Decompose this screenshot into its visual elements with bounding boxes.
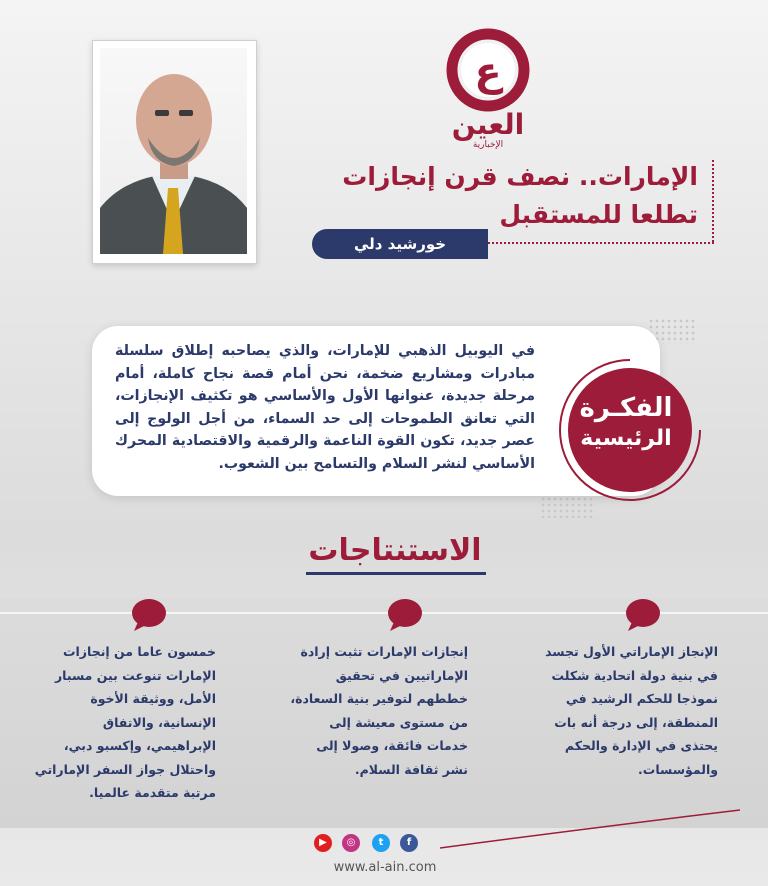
logo-letter: ع xyxy=(474,49,502,95)
conclusion-item-2: إنجازات الإمارات تثبت إرادة الإماراتيين في تحقيق خططهم لتوفير بنية السعادة، من مستوى معيشة إلى خدمات فائقة، وصولا إلى نشر ثقافة السلام. xyxy=(290,644,468,777)
main-idea-text: في اليوبيل الذهبي للإمارات، والذي يصاحبه إطلاق سلسلة مبادرات ومشاريع ضخمة، نحن أمام قصة نجاح كاملة، أمام مرحلة جديدة، عنوانها الأول والأساسي هو تكثيف الإنجازات، التي تعانق الطموحات إلى حد السماء، من أجل الولوج إلى عصر جديد، تكون القوة الناعمة والرقمية والاقتصادية المحرك الأساسي لنشر السلام والتسامح بين الشعوب. xyxy=(115,343,535,472)
main-idea-label-line-2: الرئيسية xyxy=(580,426,672,451)
author-photo xyxy=(100,48,247,254)
speech-bubble-icon xyxy=(130,598,168,632)
main-idea-label-line-1: الفكـرة xyxy=(579,393,673,423)
logo-subtitle: الإخبارية xyxy=(472,140,504,150)
speech-bubble-icon xyxy=(624,598,662,632)
conclusion-item-3: خمسون عاما من إنجازات الإمارات تنوعت بين مسبار الأمل، ووثيقة الأخوة الإنسانية، والاتفاق الإبراهيمي، وإكسبو دبي، واحتلال جواز السفر الإماراتي مرتبة متقدمة عالميا. xyxy=(34,644,216,800)
facebook-icon[interactable]: f xyxy=(400,834,418,852)
conclusions-underline xyxy=(306,572,486,575)
main-idea-label xyxy=(556,392,696,454)
youtube-icon[interactable]: ▶ xyxy=(314,834,332,852)
instagram-icon[interactable]: ◎ xyxy=(342,834,360,852)
author-name-badge: خورشيد دلي xyxy=(312,229,488,259)
conclusion-item-1: الإنجاز الإماراتي الأول تجسد في بنية دولة اتحادية شكلت نموذجا للحكم الرشيد في المنطقة، إلى درجة أنه بات يحتذى في الإدارة والحكم والمؤسسات. xyxy=(545,644,718,777)
website-link[interactable]: www.al-ain.com xyxy=(333,860,437,875)
speech-bubble-icon xyxy=(386,598,424,632)
title-line-1: الإمارات.. نصف قرن إنجازات xyxy=(342,162,698,191)
title-line-2: تطلعا للمستقبل xyxy=(499,200,698,229)
article-title xyxy=(278,158,698,234)
logo-name: العين xyxy=(451,108,525,141)
twitter-icon[interactable]: t xyxy=(372,834,390,852)
title-divider-horizontal xyxy=(488,242,714,244)
decorative-swoosh xyxy=(440,808,740,854)
conclusions-title: الاستنتاجات xyxy=(308,533,482,568)
title-divider-vertical xyxy=(712,160,714,242)
